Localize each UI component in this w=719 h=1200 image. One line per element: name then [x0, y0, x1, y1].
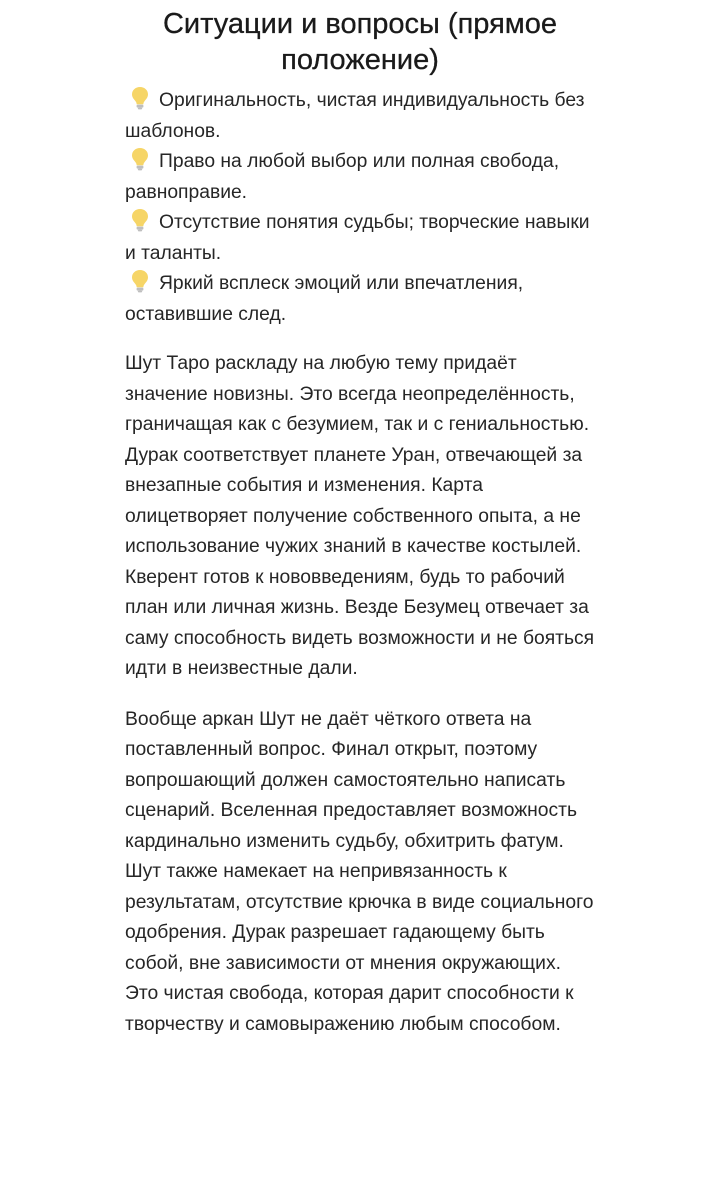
article-body	[125, 86, 595, 1040]
light-bulb-icon	[131, 86, 149, 110]
list-item-text: Оригинальность, чистая индивидуальность без шаблонов.	[125, 90, 585, 142]
list-item	[125, 86, 595, 147]
list-item	[125, 147, 595, 208]
list-item-text: Право на любой выбор или полная свобода, равноправие.	[125, 151, 560, 203]
list-item-text: Отсутствие понятия судьбы; творческие навыки и таланты.	[125, 212, 590, 264]
list-item	[125, 208, 595, 269]
paragraph: Шут Таро раскладу на любую тему придаёт значение новизны. Это всегда неопределённость, граничащая как с безумием, так и с гениальностью. Дурак соответствует планете Уран, отвечающей за внезапные события и изменения. Карта олицетворяет получение собственного опыта, а не использование чужих знаний в качестве костылей. Кверент готов к нововведениям, будь то рабочий план или личная жизнь. Везде Безумец отвечает за саму способность видеть возможности и не бояться идти в неизвестные дали.	[125, 353, 595, 679]
page-title: Ситуации и вопросы (прямое положение)	[162, 8, 557, 76]
light-bulb-icon	[131, 208, 149, 232]
light-bulb-icon	[131, 147, 149, 171]
list-item-text: Яркий всплеск эмоций или впечатления, оставившие след.	[125, 273, 524, 325]
paragraph: Вообще аркан Шут не даёт чёткого ответа на поставленный вопрос. Финал открыт, поэтому вопрошающий должен самостоятельно написать сценарий. Вселенная предоставляет возможность кардинально изменить судьбу, обхитрить фатум. Шут также намекает на непривязанность к результатам, отсутствие крючка в виде социального одобрения. Дурак разрешает гадающему быть собой, вне зависимости от мнения окружающих. Это чистая свобода, которая дарит способности к творчеству и самовыражению любым способом.	[125, 708, 594, 1035]
light-bulb-icon	[131, 269, 149, 293]
list-item	[125, 269, 595, 330]
bullet-list	[125, 86, 595, 330]
